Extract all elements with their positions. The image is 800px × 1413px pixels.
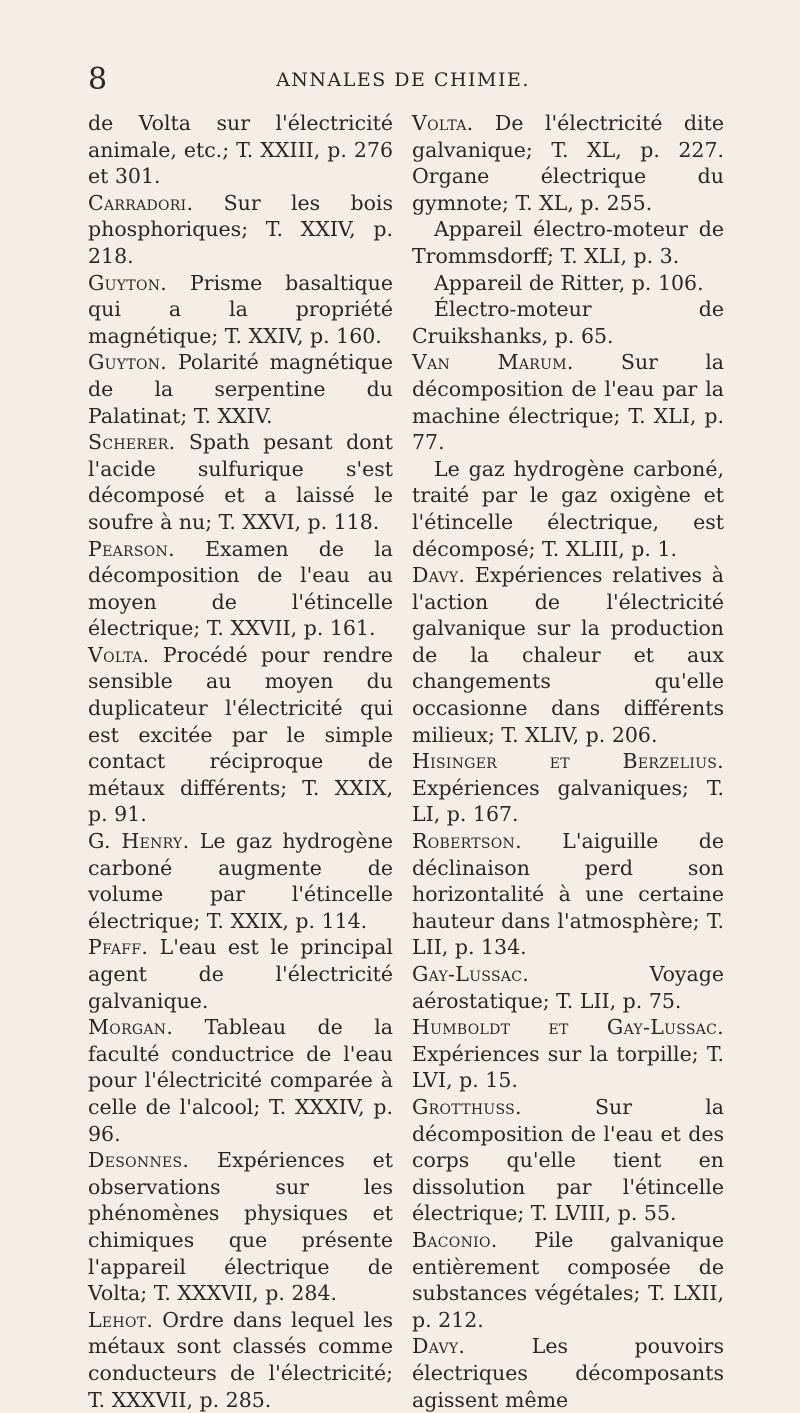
entry-text: Appareil de Ritter, p. 106. <box>434 270 704 295</box>
entry-author: Morgan. <box>88 1015 174 1040</box>
entry-author: Davy. <box>412 563 466 588</box>
index-entry <box>88 349 393 429</box>
entry-author: Lehot. <box>88 1307 154 1332</box>
index-entry <box>412 110 724 216</box>
entry-text: Sur les bois phosphoriques; T. XXIV, p. 218. <box>88 190 393 268</box>
entry-text: Expériences galvaniques; T. LI, p. 167. <box>412 775 724 827</box>
index-entry <box>412 828 724 961</box>
entry-text: Appareil électro-moteur de Trommsdorff; T. XLI, p. 3. <box>412 217 724 268</box>
entry-author: Volta. <box>412 111 474 135</box>
entry-author: Carradori. <box>88 190 194 215</box>
index-entry <box>88 110 393 190</box>
entry-text: Spath pesant dont l'acide sulfurique s'est décomposé et a laissé le soufre à nu; T. XXVI, p. 118. <box>88 430 393 534</box>
entry-text: Le gaz hydrogène carboné augmente de volume par l'étincelle électrique; T. XXIX, p. 114. <box>88 829 393 933</box>
entry-text: L'eau est le principal agent de l'électricité galvanique. <box>88 935 393 1013</box>
index-entry <box>412 1333 724 1413</box>
index-entry <box>412 961 724 1014</box>
entry-author: Davy. <box>412 1334 466 1359</box>
entry-author: Humboldt et Gay-Lussac. <box>412 1015 724 1040</box>
index-entry <box>412 349 724 455</box>
entry-text: Tableau de la faculté conductrice de l'eau pour l'électricité comparée à celle de l'alcool; T. XXXIV, p. 96. <box>88 1015 393 1146</box>
index-entry <box>412 1014 724 1094</box>
entry-text: de Volta sur l'électricité animale, etc.; T. XXIII, p. 276 et 301. <box>88 111 393 189</box>
entry-author: G. Henry. <box>88 829 190 854</box>
entry-author: Hisinger et Berzelius. <box>412 749 724 774</box>
entry-text: De l'électricité dite galvanique; T. XL, p. 227. Organe électrique du gymnote; T. XL, p. 255. <box>412 111 724 215</box>
entry-text: Polarité magnétique de la serpentine du Palatinat; T. XXIV. <box>88 350 393 428</box>
entry-author: Guyton. <box>88 350 168 375</box>
index-entry <box>88 536 393 642</box>
entry-author: Robertson. <box>412 829 522 854</box>
entry-author: Baconio. <box>412 1227 498 1252</box>
entry-text: Sur la décomposition de l'eau et des corps qu'elle tient en dissolution par l'étincelle électrique; T. LVIII, p. 55. <box>412 1094 724 1226</box>
entry-author: Pfaff. <box>88 935 149 960</box>
entry-author: Desonnes. <box>88 1148 190 1173</box>
index-entry <box>412 748 724 828</box>
entry-text: Sur la décomposition de l'eau par la machine électrique; T. XLI, p. 77. <box>412 350 724 455</box>
entry-author: Gay-Lussac. <box>412 962 530 986</box>
index-entry <box>88 642 393 828</box>
index-entry <box>88 429 393 535</box>
entry-author: Guyton. <box>88 270 168 295</box>
index-entry <box>88 1307 393 1413</box>
index-entry <box>412 1227 724 1333</box>
page-header <box>88 62 718 98</box>
entry-text: Expériences relatives à l'action de l'électricité galvanique sur la production de la chaleur et aux changements qu'elle occasionne dans différents milieux; T. XLIV, p. 206. <box>412 563 724 747</box>
index-entry <box>412 456 724 562</box>
entry-text: Électro-moteur de Cruikshanks, p. 65. <box>412 297 724 348</box>
left-column <box>88 110 393 1413</box>
index-entry <box>88 270 393 350</box>
entry-author: Grotthuss. <box>412 1094 522 1119</box>
running-title: ANNALES DE CHIMIE. <box>276 69 530 91</box>
index-entry <box>88 828 393 934</box>
index-entry <box>412 270 724 297</box>
index-entry <box>88 934 393 1014</box>
index-entry <box>412 562 724 748</box>
entry-text: Pile galvanique entièrement composée de substances végétales; T. LXII, p. 212. <box>412 1227 724 1332</box>
entry-text: Procédé pour rendre sensible au moyen du duplicateur l'électricité qui est excitée par le simple contact réciproque de métaux différents; T. XXIX, p. 91. <box>88 642 393 827</box>
right-column <box>412 110 724 1413</box>
entry-author: Scherer. <box>88 430 176 455</box>
entry-author: Van Marum. <box>412 350 574 375</box>
page-number: 8 <box>88 62 108 97</box>
index-entry <box>412 216 724 269</box>
entry-text: Examen de la décomposition de l'eau au moyen de l'étincelle électrique; T. XXVII, p. 161. <box>88 536 393 641</box>
index-entry <box>412 1094 724 1227</box>
entry-text: Le gaz hydrogène carboné, traité par le gaz oxigène et l'étincelle électrique, est décomposé; T. XLIII, p. 1. <box>412 456 724 561</box>
index-entry <box>88 1014 393 1147</box>
index-entry <box>412 296 724 349</box>
index-entry <box>88 190 393 270</box>
entry-text: Expériences sur la torpille; T. LVI, p. 15. <box>412 1041 724 1093</box>
index-entry <box>88 1147 393 1307</box>
entry-text: Expériences et observations sur les phénomènes physiques et chimiques que présente l'appareil électrique de Volta; T. XXXVII, p. 284. <box>88 1148 393 1306</box>
entry-text: L'aiguille de déclinaison perd son horizontalité à une certaine hauteur dans l'atmosphère; T. LII, p. 134. <box>412 829 724 960</box>
entry-text: Prisme basaltique qui a la propriété magnétique; T. XXIV, p. 160. <box>88 270 393 348</box>
entry-text: Ordre dans lequel les métaux sont classés comme conducteurs de l'électricité; T. XXXVII, p. 285. <box>88 1307 393 1412</box>
entry-author: Volta. <box>88 642 150 667</box>
entry-text: Les pouvoirs électriques décomposants agissent même <box>412 1334 724 1412</box>
entry-author: Pearson. <box>88 536 175 561</box>
entry-text: Voyage aérostatique; T. LII, p. 75. <box>412 962 724 1013</box>
